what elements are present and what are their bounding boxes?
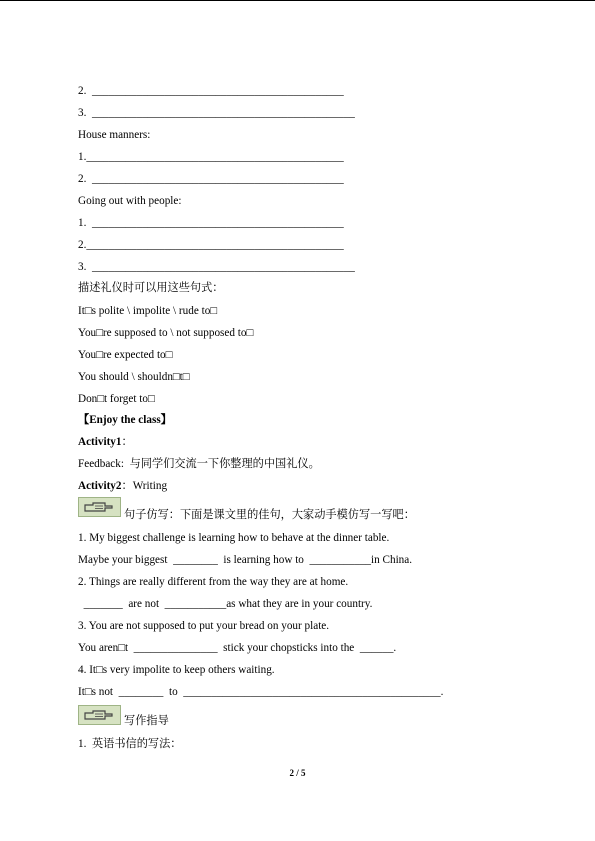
activity1-label: Activity1 — [78, 436, 122, 448]
going-line-1: 1. _____________________________________________ — [78, 217, 344, 229]
section-going-out: Going out with people: — [78, 195, 182, 207]
activity1-colon: ： — [121, 436, 133, 448]
activity1-heading — [78, 435, 133, 449]
exercise-3: You aren□t _______________ stick your chopsticks into the ______. — [78, 642, 397, 654]
pointing-hand-icon — [78, 497, 121, 517]
pattern-2: You□re supposed to \ not supposed to□ — [78, 327, 254, 339]
imitation-instruction: 句子仿写：下面是课文里的佳句，大家动手模仿写一写吧： — [124, 509, 415, 521]
going-line-2: 2.______________________________________________ — [78, 239, 344, 251]
house-line-2: 2. _____________________________________________ — [78, 173, 344, 185]
example-2: 2. Things are really different from the way they are at home. — [78, 576, 349, 588]
header-rule — [0, 0, 595, 1]
pattern-1: It□s polite \ impolite \ rude to□ — [78, 305, 218, 317]
feedback-line: Feedback: 与同学们交流一下你整理的中国礼仪。 — [78, 458, 320, 470]
exercise-2: _______ are not ___________as what they are in your country. — [78, 598, 373, 610]
activity2-rest: ：Writing — [121, 480, 168, 492]
answer-line-3: 3. _______________________________________________ — [78, 107, 355, 119]
example-1: 1. My biggest challenge is learning how to behave at the dinner table. — [78, 532, 390, 544]
pattern-5: Don□t forget to□ — [78, 393, 155, 405]
pattern-4: You should \ shouldn□t□ — [78, 371, 190, 383]
pattern-3: You□re expected to□ — [78, 349, 173, 361]
exercise-4: It□s not ________ to ______________________________________________. — [78, 686, 444, 698]
enjoy-class-heading: 【Enjoy the class】 — [78, 414, 172, 426]
exercise-1: Maybe your biggest ________ is learning how to ___________in China. — [78, 554, 413, 566]
sentence-patterns-heading: 描述礼仪时可以用这些句式： — [78, 282, 224, 294]
activity2-heading — [78, 479, 167, 493]
letter-writing-item: 1. 英语书信的写法： — [78, 738, 182, 750]
pointing-hand-icon-2 — [78, 705, 121, 725]
page-number: 2 / 5 — [289, 768, 306, 778]
section-house-manners: House manners: — [78, 129, 151, 141]
writing-guide-heading: 写作指导 — [124, 715, 169, 727]
example-3: 3. You are not supposed to put your bread on your plate. — [78, 620, 330, 632]
answer-line-2: 2. _____________________________________________ — [78, 85, 344, 97]
house-line-1: 1.______________________________________________ — [78, 151, 344, 163]
example-4: 4. It□s very impolite to keep others waiting. — [78, 664, 275, 676]
going-line-3: 3. _______________________________________________ — [78, 261, 355, 273]
activity2-label: Activity2 — [78, 480, 122, 492]
